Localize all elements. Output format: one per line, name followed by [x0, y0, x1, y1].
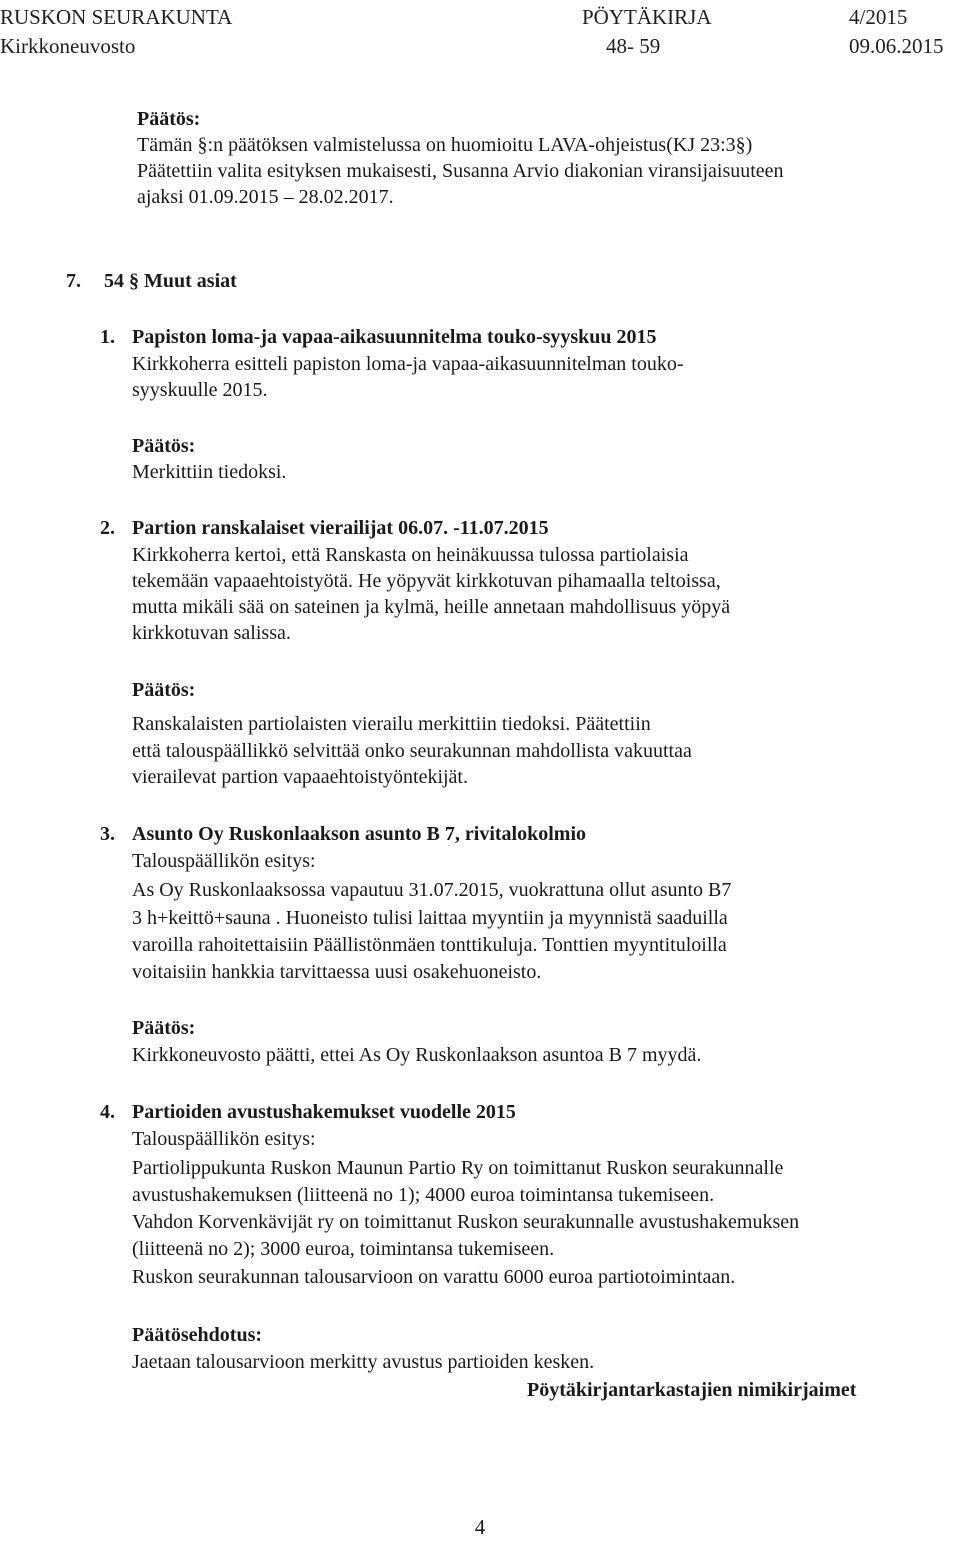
item-body-line: mutta mikäli sää on sateinen ja kylmä, heille annetaan mahdollisuus yöpyä — [132, 596, 731, 618]
decision-label: Päätös: — [132, 679, 196, 701]
decision-label: Päätös: — [132, 1017, 196, 1039]
item-body-line: syyskuulle 2015. — [132, 379, 268, 401]
item-title: Partion ranskalaiset vierailijat 06.07. -11.07.2015 — [132, 517, 549, 539]
item-body-line: kirkkotuvan salissa. — [132, 622, 291, 644]
decision-line: Jaetaan talousarvioon merkitty avustus partioiden kesken. — [132, 1351, 595, 1373]
page-number: 4 — [474, 1515, 486, 1539]
org-name: RUSKON SEURAKUNTA — [0, 5, 233, 29]
item-body-line: Ruskon seurakunnan talousarvioon on varattu 6000 euroa partiotoimintaan. — [132, 1266, 736, 1288]
item-body-line: varoilla rahoitettaisiin Päällistönmäen tonttikuluja. Tonttien myyntituloilla — [132, 934, 727, 956]
item-number: 3. — [100, 823, 115, 845]
intro-line: Päätettiin valita esityksen mukaisesti, Susanna Arvio diakonian viransijaisuuteen — [137, 160, 784, 182]
item-title: Asunto Oy Ruskonlaakson asunto B 7, rivitalokolmio — [132, 823, 587, 845]
decision-line: Merkittiin tiedoksi. — [132, 461, 287, 483]
section-title: 54 § Muut asiat — [104, 270, 237, 292]
item-body-line: tekemään vapaaehtoistyötä. He yöpyvät kirkkotuvan pihamaalla teltoissa, — [132, 570, 721, 592]
item-title: Partioiden avustushakemukset vuodelle 2015 — [132, 1101, 516, 1123]
decision-line: Kirkkoneuvosto päätti, ettei As Oy Ruskonlaakson asuntoa B 7 myydä. — [132, 1044, 702, 1066]
item-body-line: Kirkkoherra esitteli papiston loma-ja vapaa-aikasuunnitelman touko- — [132, 353, 684, 375]
decision-label: Päätös: — [132, 435, 196, 457]
item-number: 1. — [100, 326, 115, 348]
item-number: 4. — [100, 1101, 115, 1123]
item-body-line: Vahdon Korvenkävijät ry on toimittanut Ruskon seurakunnalle avustushakemuksen — [132, 1211, 800, 1233]
proposal-label: Talouspäällikön esitys: — [132, 1128, 316, 1150]
intro-line: Tämän §:n päätöksen valmistelussa on huomioitu LAVA-ohjeistus(KJ 23:3§) — [137, 134, 753, 156]
intro-line: ajaksi 01.09.2015 – 28.02.2017. — [137, 186, 394, 208]
item-body-line: (liitteenä no 2); 3000 euroa, toimintansa tukemiseen. — [132, 1238, 555, 1260]
decision-line: vierailevat partion vapaaehtoistyöntekijät. — [132, 766, 468, 788]
signature-label: Pöytäkirjantarkastajien nimikirjaimet — [527, 1379, 857, 1401]
item-body-line: As Oy Ruskonlaaksossa vapautuu 31.07.2015, vuokrattuna ollut asunto B7 — [132, 879, 732, 901]
item-body-line: 3 h+keittö+sauna . Huoneisto tulisi laittaa myyntiin ja myynnistä saaduilla — [132, 907, 728, 929]
decision-line: että talouspäällikkö selvittää onko seurakunnan mahdollista vakuuttaa — [132, 740, 692, 762]
intro-decision-label: Päätös: — [137, 108, 201, 130]
item-body-line: voitaisiin hankkia tarvittaessa uusi osakehuoneisto. — [132, 961, 542, 983]
body-name: Kirkkoneuvosto — [0, 34, 136, 58]
item-number: 2. — [100, 517, 115, 539]
doc-type: PÖYTÄKIRJA — [582, 5, 712, 29]
proposal-label: Talouspäällikön esitys: — [132, 850, 316, 872]
meeting-date: 09.06.2015 — [849, 34, 944, 58]
doc-number: 4/2015 — [849, 5, 908, 29]
item-body-line: Kirkkoherra kertoi, että Ranskasta on heinäkuussa tulossa partiolaisia — [132, 544, 689, 566]
item-title: Papiston loma-ja vapaa-aikasuunnitelma touko-syyskuu 2015 — [132, 326, 657, 348]
decision-line: Ranskalaisten partiolaisten vierailu merkittiin tiedoksi. Päätettiin — [132, 713, 651, 735]
item-body-line: avustushakemuksen (liitteenä no 1); 4000 euroa toimintansa tukemiseen. — [132, 1184, 715, 1206]
section-range: 48- 59 — [606, 34, 661, 58]
section-number: 7. — [66, 270, 81, 292]
decision-label: Päätösehdotus: — [132, 1324, 263, 1346]
item-body-line: Partiolippukunta Ruskon Maunun Partio Ry on toimittanut Ruskon seurakunnalle — [132, 1157, 784, 1179]
